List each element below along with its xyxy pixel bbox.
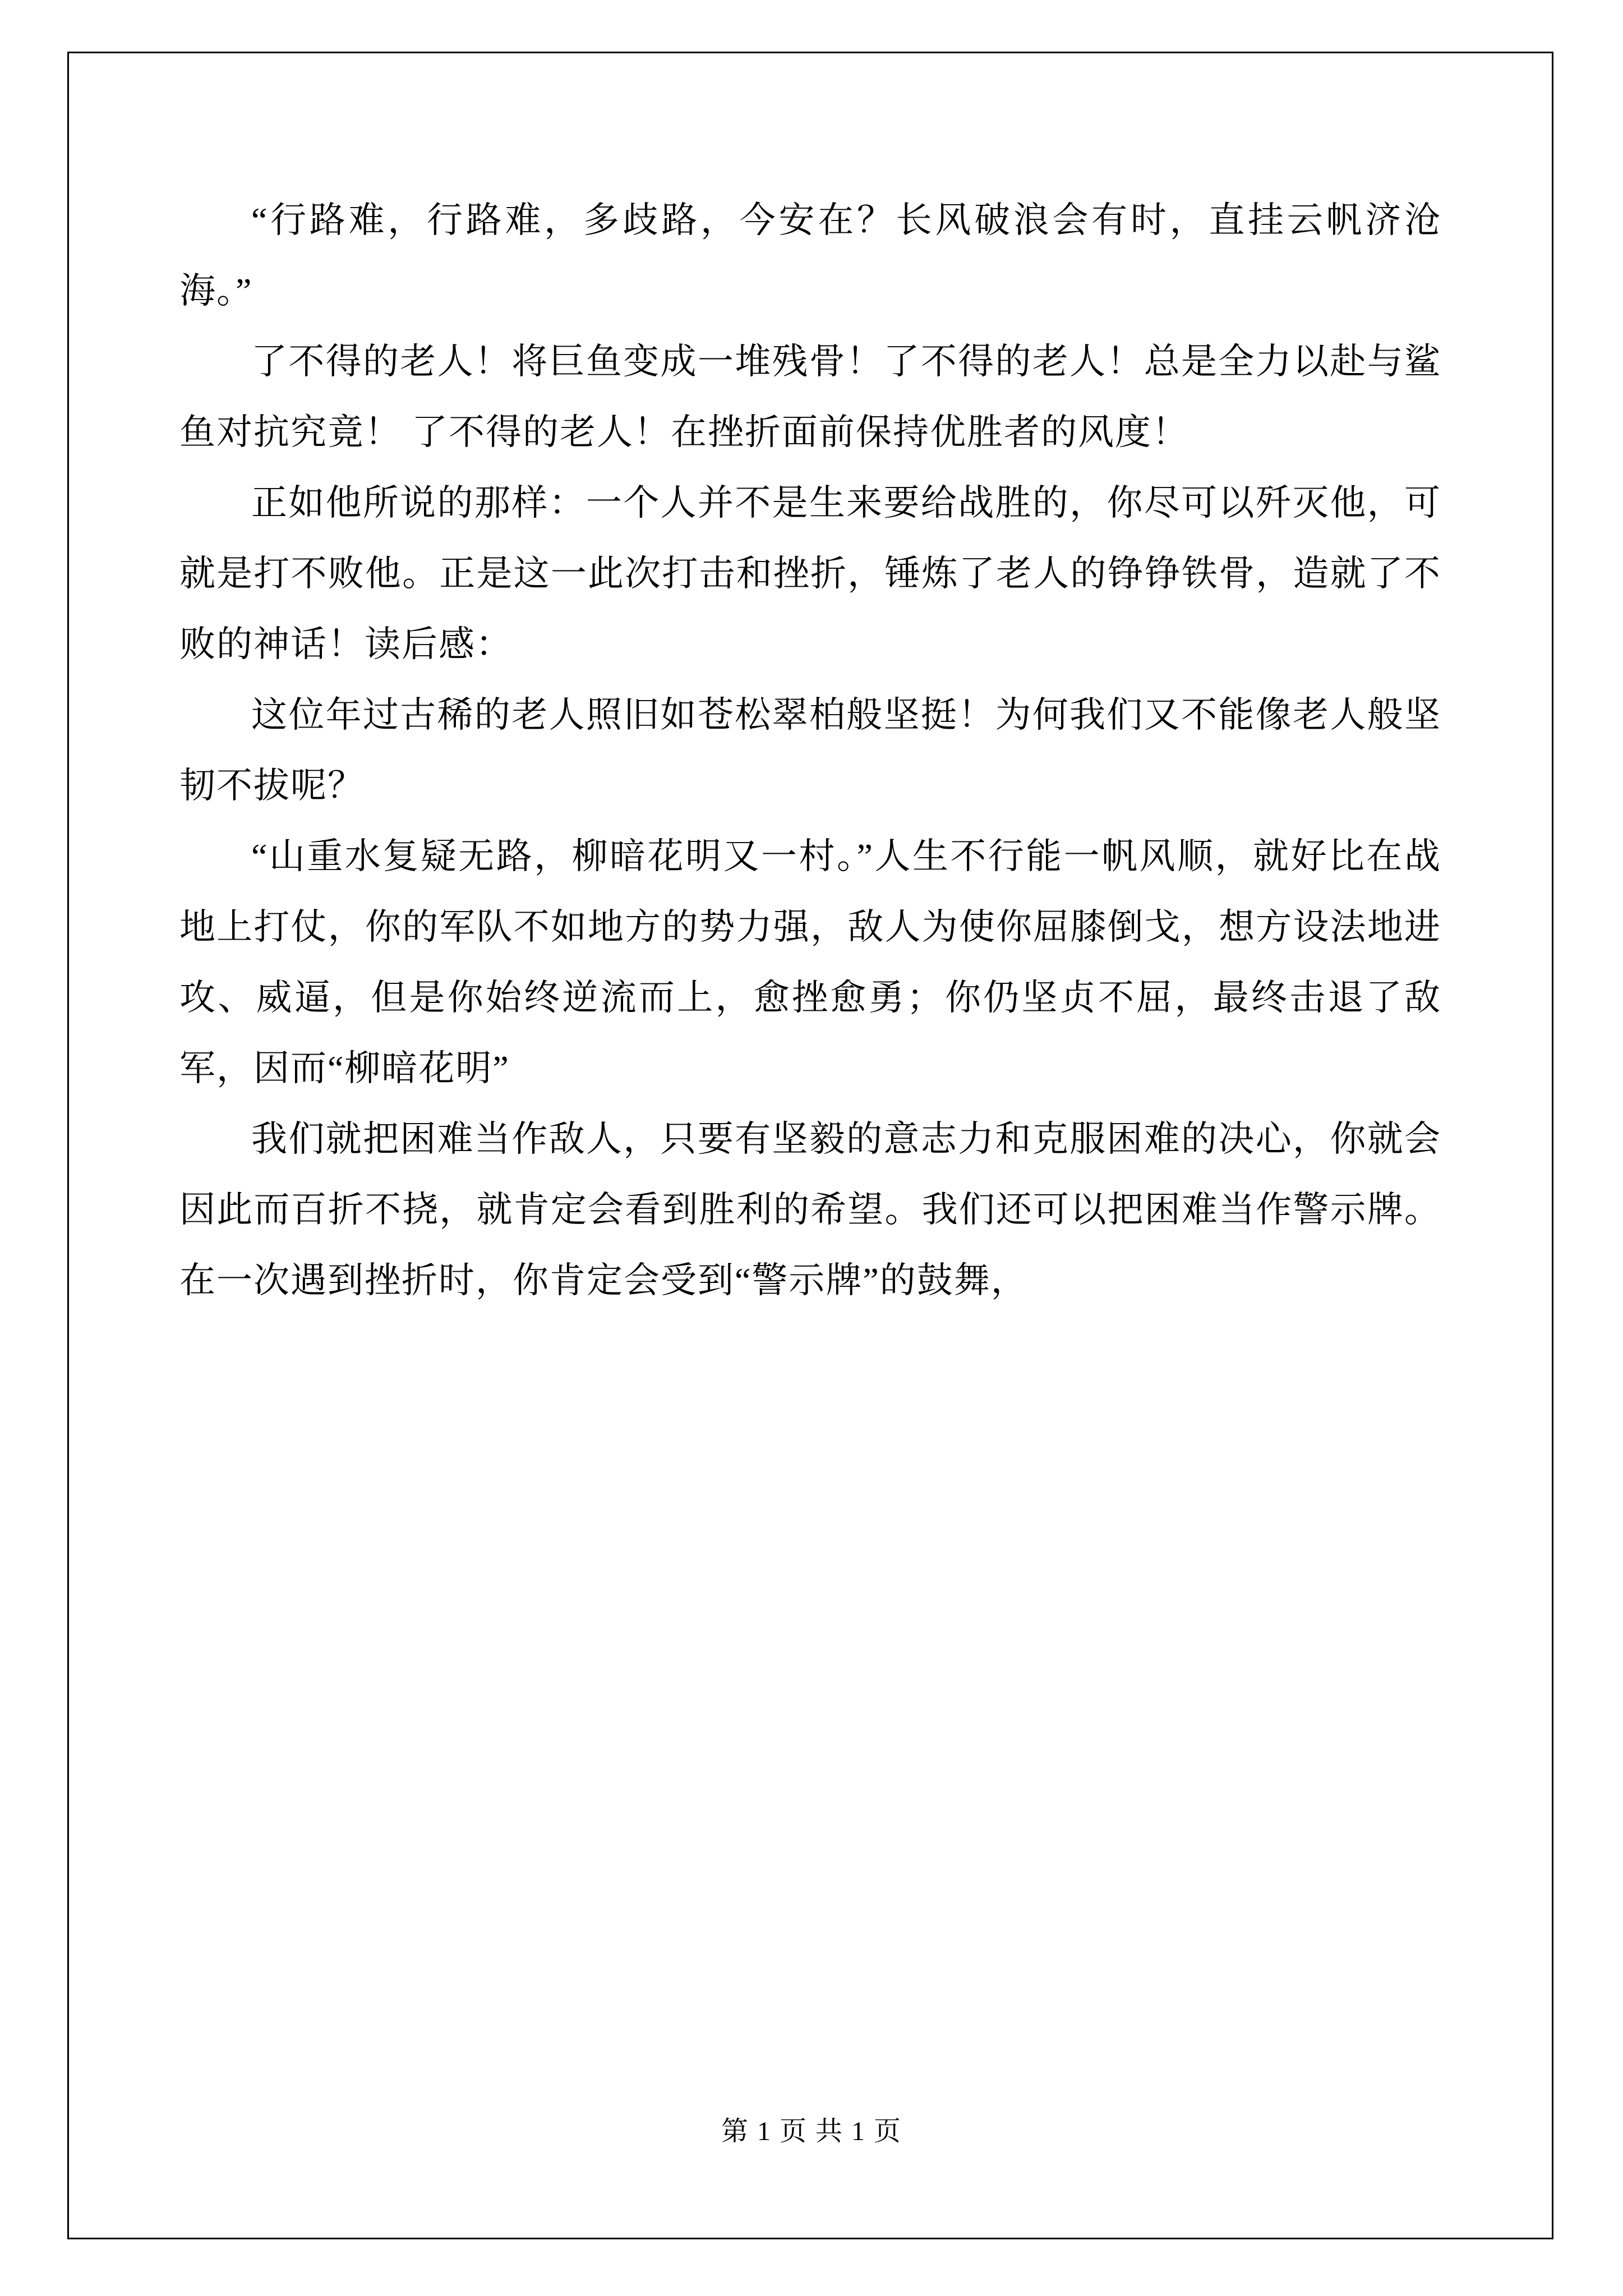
paragraph: 这位年过古稀的老人照旧如苍松翠柏般坚挺！为何我们又不能像老人般坚韧不拔呢？ [179,695,1441,806]
paragraph: 正如他所说的那样：一个人并不是生来要给战胜的，你尽可以歼灭他，可就是打不败他。正是这一此次打击和挫折，锤炼了老人的铮铮铁骨，造就了不败的神话！读后感： [179,483,1441,664]
paragraph: “行路难，行路难，多歧路，今安在？长风破浪会有时，直挂云帆济沧海。” [179,200,1441,311]
document-body [179,185,1441,1316]
paragraph: “山重水复疑无路，柳暗花明又一村。”人生不行能一帆风顺，就好比在战地上打仗，你的军队不如地方的势力强，敌人为使你屈膝倒戈，想方设法地进攻、威逼，但是你始终逆流而上，愈挫愈勇；你仍坚贞不屈，最终击退了敌军，因而“柳暗花明” [179,836,1441,1088]
page-footer: 第 1 页 共 1 页 [721,2116,902,2146]
paragraph: 了不得的老人！将巨鱼变成一堆残骨！了不得的老人！总是全力以赴与鲨鱼对抗究竟！ 了不得的老人！在挫折面前保持优胜者的风度！ [179,342,1441,452]
paragraph: 我们就把困难当作敌人，只要有坚毅的意志力和克服困难的决心，你就会因此而百折不挠，就肯定会看到胜利的希望。我们还可以把困难当作警示牌。在一次遇到挫折时，你肯定会受到“警示牌”的鼓舞， [179,1119,1441,1300]
